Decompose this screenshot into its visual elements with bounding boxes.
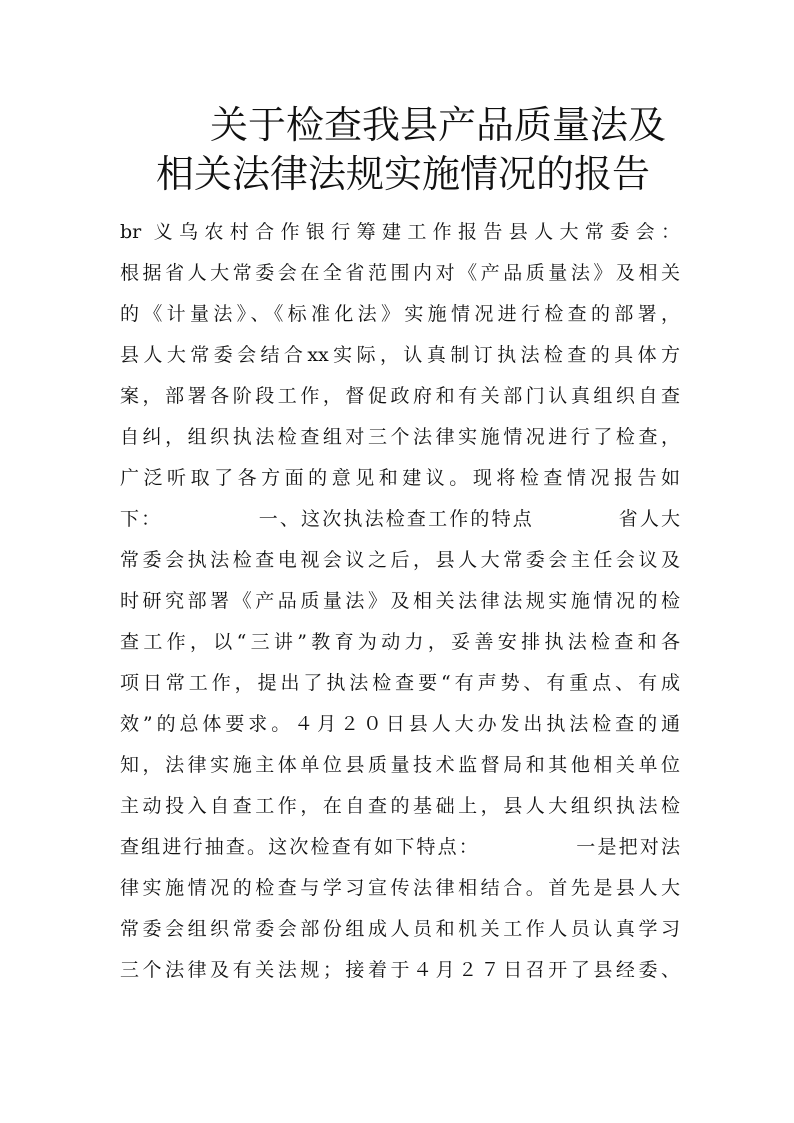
body-line: 下： 一、这次执法检查工作的特点 省人大 — [120, 508, 680, 530]
body-line: 查组进行抽查。这次检查有如下特点： 一是把对法 — [120, 836, 680, 858]
body-line: 知，法律实施主体单位县质量技术监督局和其他相关单位 — [120, 754, 680, 776]
body-line: 案，部署各阶段工作，督促政府和有关部门认真组织自查 — [120, 385, 680, 407]
body-line: 县人大常委会结合xx实际，认真制订执法检查的具体方 — [120, 344, 680, 366]
body-line: 自纠，组织执法检查组对三个法律实施情况进行了检查， — [120, 426, 680, 448]
body-line: 主动投入自查工作，在自查的基础上，县人大组织执法检 — [120, 795, 680, 817]
body-line: 三个法律及有关法规；接着于４月２７日召开了县经委、 — [120, 959, 680, 981]
body-line: 效”的总体要求。４月２０日县人大办发出执法检查的通 — [120, 713, 680, 735]
body-line: 根据省人大常委会在全省范围内对《产品质量法》及相关 — [120, 262, 680, 284]
body-line: 律实施情况的检查与学习宣传法律相结合。首先是县人大 — [120, 877, 680, 899]
document-title-line-1: 关于检查我县产品质量法及 — [210, 103, 667, 147]
body-line: br 义乌农村合作银行筹建工作报告县人大常委会： — [120, 221, 680, 243]
body-line: 时研究部署《产品质量法》及相关法律法规实施情况的检 — [120, 590, 680, 612]
body-line: 的《计量法》、《标准化法》实施情况进行检查的部署， — [120, 303, 680, 325]
body-line: 项日常工作，提出了执法检查要“有声势、有重点、有成 — [120, 672, 680, 694]
body-line: 常委会执法检查电视会议之后，县人大常委会主任会议及 — [120, 549, 680, 571]
body-line: 广泛听取了各方面的意见和建议。现将检查情况报告如 — [120, 467, 680, 489]
body-line: 查工作，以“三讲”教育为动力，妥善安排执法检查和各 — [120, 631, 680, 653]
document-title-line-2: 相关法律法规实施情况的报告 — [156, 152, 651, 196]
document-body — [120, 212, 680, 991]
body-line: 常委会组织常委会部份组成人员和机关工作人员认真学习 — [120, 918, 680, 940]
